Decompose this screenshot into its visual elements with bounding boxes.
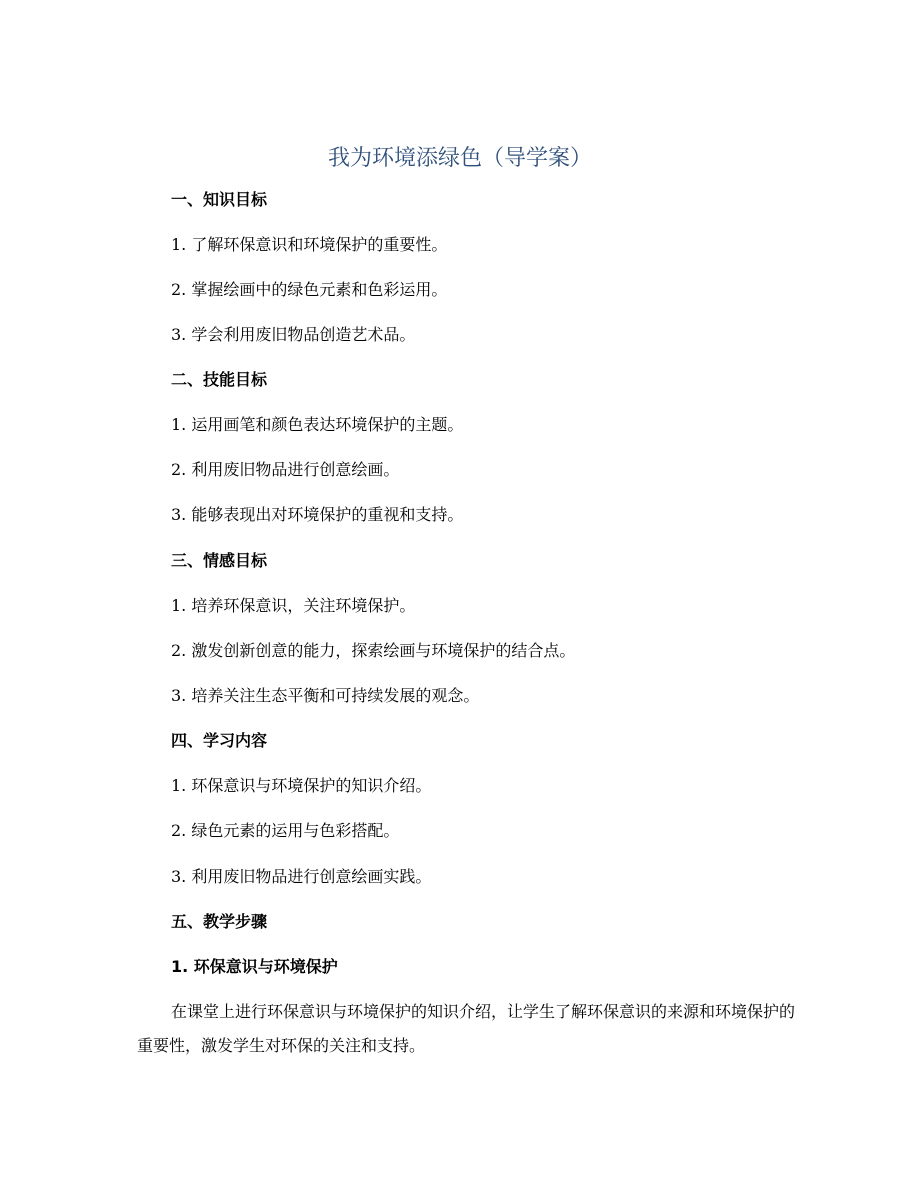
list-item: 2. 利用废旧物品进行创意绘画。 xyxy=(171,460,400,479)
section-heading: 四、学习内容 xyxy=(171,731,268,750)
list-item: 1. 环保意识与环境保护的知识介绍。 xyxy=(171,776,432,795)
list-item: 3. 培养关注生态平衡和可持续发展的观念。 xyxy=(171,686,480,705)
body-paragraph: 在课堂上进行环保意识与环境保护的知识介绍，让学生了解环保意识的来源和环境保护的重要性，激发学生对环保的关注和支持。 xyxy=(137,1002,796,1055)
list-item: 1. 了解环保意识和环境保护的重要性。 xyxy=(171,235,448,254)
list-item: 3. 能够表现出对环境保护的重视和支持。 xyxy=(171,505,464,524)
list-item: 2. 激发创新创意的能力，探索绘画与环境保护的结合点。 xyxy=(171,641,576,660)
subsection-heading: 1. 环保意识与环境保护 xyxy=(171,957,338,976)
list-item: 3. 学会利用废旧物品创造艺术品。 xyxy=(171,325,416,344)
list-item: 3. 利用废旧物品进行创意绘画实践。 xyxy=(171,867,432,886)
section-heading: 五、教学步骤 xyxy=(171,912,268,931)
document-title: 我为环境添绿色（导学案） xyxy=(327,146,592,171)
section-heading: 二、技能目标 xyxy=(171,370,268,389)
list-item: 1. 培养环保意识，关注环境保护。 xyxy=(171,596,416,615)
list-item: 2. 绿色元素的运用与色彩搭配。 xyxy=(171,821,400,840)
section-heading: 三、情感目标 xyxy=(171,551,268,570)
section-heading: 一、知识目标 xyxy=(171,190,268,209)
list-item: 1. 运用画笔和颜色表达环境保护的主题。 xyxy=(171,415,464,434)
list-item: 2. 掌握绘画中的绿色元素和色彩运用。 xyxy=(171,280,448,299)
